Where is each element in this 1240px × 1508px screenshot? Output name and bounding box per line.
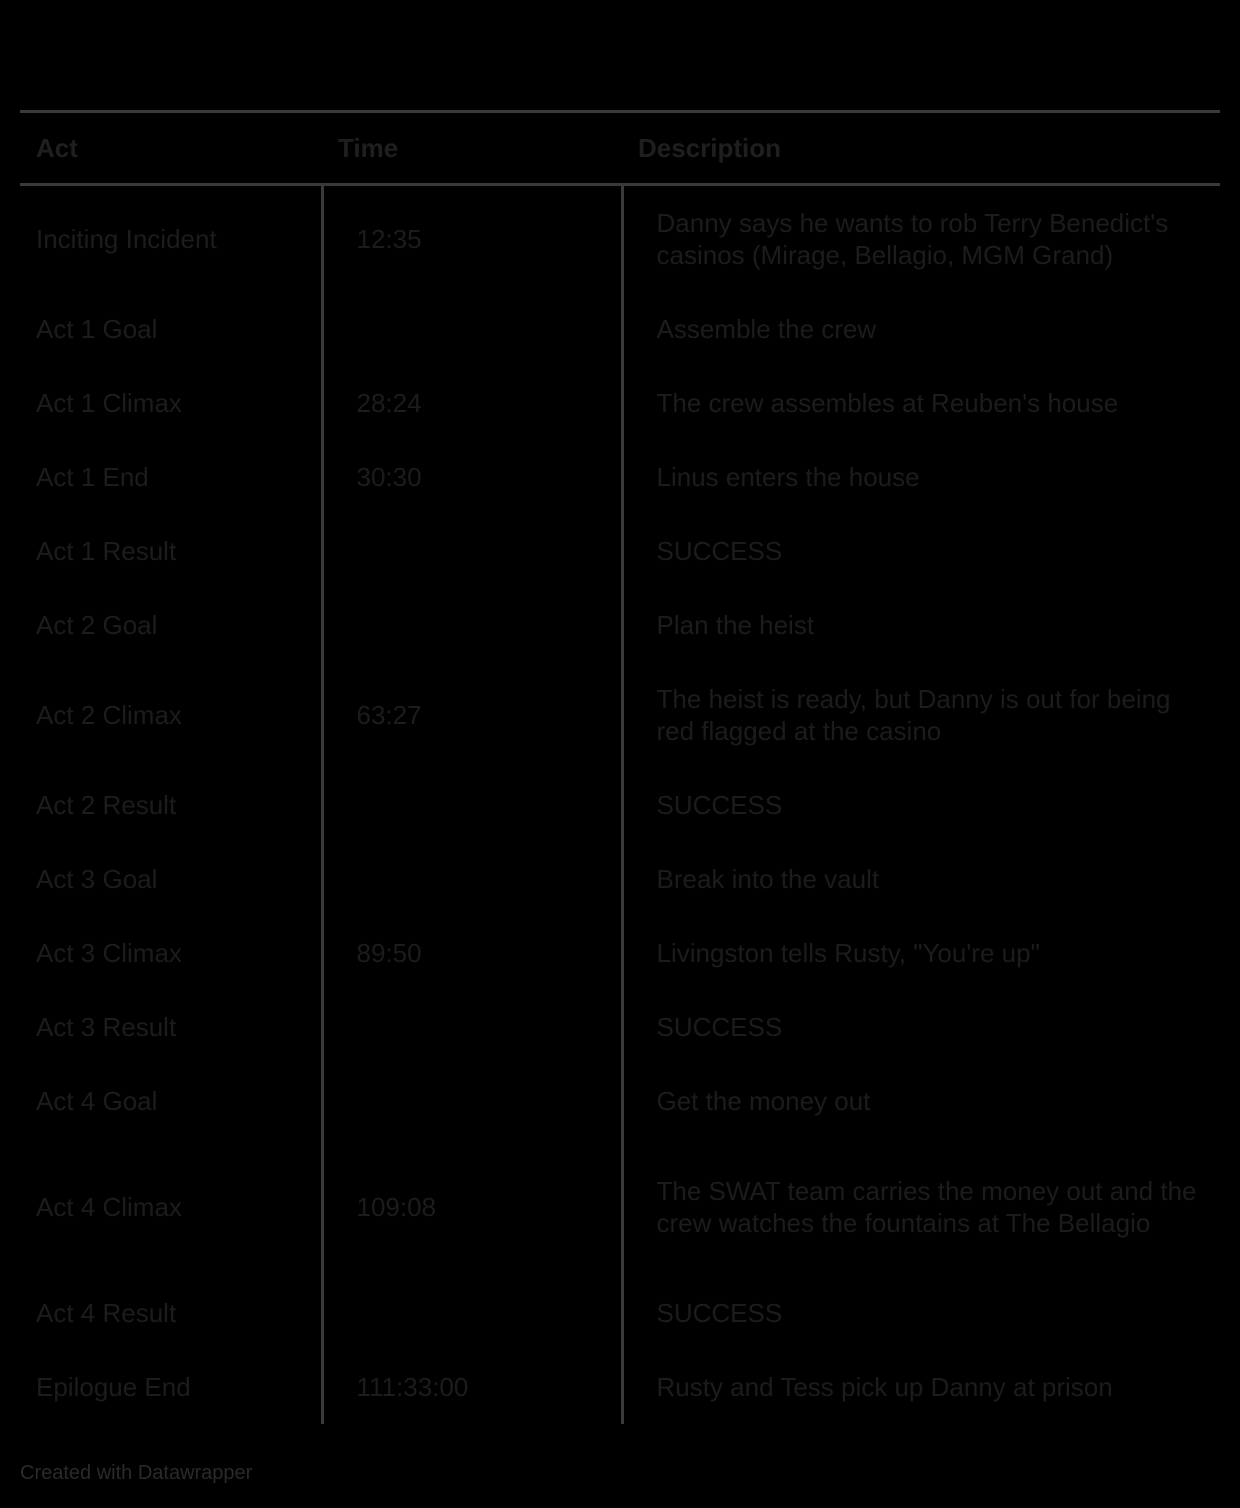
cell-act: Act 1 Climax <box>36 388 182 418</box>
table-row <box>20 1138 1220 1276</box>
cell-description: Assemble the crew <box>622 292 1220 366</box>
cell-description: The heist is ready, but Danny is out for being red flagged at the casino <box>622 662 1220 768</box>
table-row <box>20 842 1220 916</box>
cell-time <box>322 990 622 1064</box>
cell-description: Get the money out <box>622 1064 1220 1138</box>
table-row <box>20 514 1220 588</box>
cell-act: Act 3 Climax <box>36 938 182 968</box>
cell-time <box>322 842 622 916</box>
table-row <box>20 185 1220 293</box>
header-act[interactable]: Act <box>20 112 322 185</box>
acts-table <box>20 110 1220 1424</box>
cell-time <box>322 768 622 842</box>
cell-description: The SWAT team carries the money out and the crew watches the fountains at The Bellagio <box>622 1138 1220 1276</box>
cell-description: SUCCESS <box>622 768 1220 842</box>
table-row <box>20 1064 1220 1138</box>
cell-time <box>322 588 622 662</box>
cell-time: 63:27 <box>322 662 622 768</box>
table-row <box>20 768 1220 842</box>
cell-act: Act 2 Result <box>36 790 177 820</box>
cell-act: Act 1 End <box>36 462 149 492</box>
cell-description: Danny says he wants to rob Terry Benedict's casinos (Mirage, Bellagio, MGM Grand) <box>622 185 1220 293</box>
cell-act: Act 3 Result <box>36 1012 177 1042</box>
table-row <box>20 990 1220 1064</box>
cell-act: Act 2 Goal <box>36 610 158 640</box>
table-row <box>20 366 1220 440</box>
cell-act: Act 3 Goal <box>36 864 158 894</box>
table-row <box>20 588 1220 662</box>
cell-time: 28:24 <box>322 366 622 440</box>
cell-time: 30:30 <box>322 440 622 514</box>
cell-time: 111:33:00 <box>322 1350 622 1424</box>
table-row <box>20 916 1220 990</box>
cell-description: Break into the vault <box>622 842 1220 916</box>
table-row <box>20 440 1220 514</box>
header-description[interactable]: Description <box>622 112 1220 185</box>
cell-act: Act 1 Goal <box>36 314 158 344</box>
cell-act: Epilogue End <box>36 1372 191 1402</box>
cell-time <box>322 1276 622 1350</box>
cell-act: Act 1 Result <box>36 536 177 566</box>
cell-act: Act 4 Goal <box>36 1086 158 1116</box>
cell-description: SUCCESS <box>622 1276 1220 1350</box>
cell-time <box>322 1064 622 1138</box>
table-row <box>20 662 1220 768</box>
table-row <box>20 1276 1220 1350</box>
cell-time: 109:08 <box>322 1138 622 1276</box>
table-row <box>20 1350 1220 1424</box>
table-container <box>20 110 1220 1424</box>
cell-description: Livingston tells Rusty, "You're up" <box>622 916 1220 990</box>
header-row <box>20 112 1220 185</box>
table-row <box>20 292 1220 366</box>
cell-time <box>322 292 622 366</box>
cell-description: Rusty and Tess pick up Danny at prison <box>622 1350 1220 1424</box>
cell-time <box>322 514 622 588</box>
header-time[interactable]: Time <box>322 112 622 185</box>
datawrapper-credit[interactable]: Created with Datawrapper <box>20 1462 253 1484</box>
cell-act: Act 4 Result <box>36 1298 177 1328</box>
cell-time: 12:35 <box>322 185 622 293</box>
cell-act: Act 2 Climax <box>36 700 182 730</box>
cell-act: Act 4 Climax <box>36 1192 182 1222</box>
cell-act: Inciting Incident <box>36 224 217 254</box>
cell-description: Plan the heist <box>622 588 1220 662</box>
cell-description: SUCCESS <box>622 514 1220 588</box>
cell-time: 89:50 <box>322 916 622 990</box>
cell-description: Linus enters the house <box>622 440 1220 514</box>
cell-description: SUCCESS <box>622 990 1220 1064</box>
cell-description: The crew assembles at Reuben's house <box>622 366 1220 440</box>
